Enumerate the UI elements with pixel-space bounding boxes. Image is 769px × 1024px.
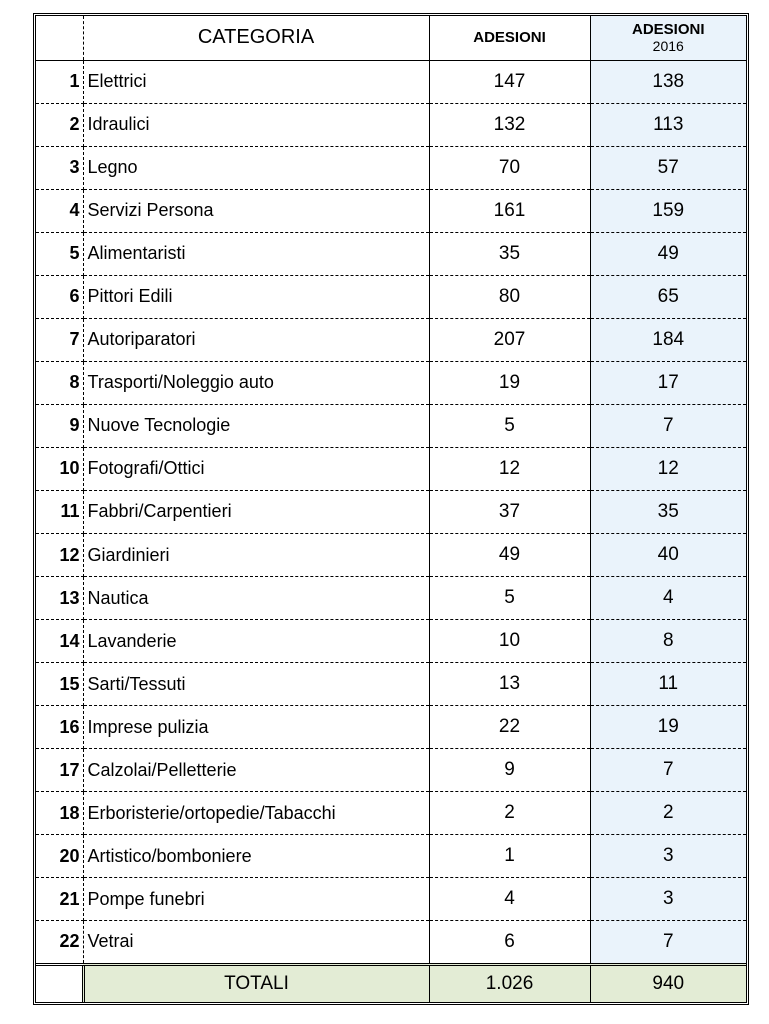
row-categoria: Servizi Persona xyxy=(83,189,429,232)
row-adesioni-2016: 159 xyxy=(590,189,746,232)
table-row xyxy=(36,921,746,964)
row-adesioni-2016: 17 xyxy=(590,361,746,404)
row-number: 2 xyxy=(36,103,83,146)
row-adesioni: 10 xyxy=(429,620,590,663)
table-row xyxy=(36,447,746,490)
row-categoria: Sarti/Tessuti xyxy=(83,663,429,706)
table-row xyxy=(36,577,746,620)
table-row xyxy=(36,749,746,792)
table-row xyxy=(36,60,746,103)
row-adesioni: 35 xyxy=(429,232,590,275)
row-categoria: Idraulici xyxy=(83,103,429,146)
row-categoria: Alimentaristi xyxy=(83,232,429,275)
row-categoria: Pompe funebri xyxy=(83,878,429,921)
row-categoria: Fabbri/Carpentieri xyxy=(83,490,429,533)
table-row xyxy=(36,835,746,878)
row-adesioni: 80 xyxy=(429,275,590,318)
table-row xyxy=(36,318,746,361)
row-number: 16 xyxy=(36,706,83,749)
totals-adesioni: 1.026 xyxy=(429,964,590,1002)
row-adesioni: 1 xyxy=(429,835,590,878)
row-number: 9 xyxy=(36,404,83,447)
row-adesioni-2016: 7 xyxy=(590,921,746,964)
row-categoria: Nautica xyxy=(83,577,429,620)
row-categoria: Imprese pulizia xyxy=(83,706,429,749)
row-adesioni-2016: 7 xyxy=(590,749,746,792)
row-adesioni: 161 xyxy=(429,189,590,232)
row-categoria: Pittori Edili xyxy=(83,275,429,318)
row-categoria: Vetrai xyxy=(83,921,429,964)
row-adesioni: 19 xyxy=(429,361,590,404)
row-adesioni: 207 xyxy=(429,318,590,361)
row-categoria: Artistico/bomboniere xyxy=(83,835,429,878)
row-adesioni: 37 xyxy=(429,490,590,533)
table-header-row xyxy=(36,16,746,60)
table-row xyxy=(36,878,746,921)
row-adesioni: 5 xyxy=(429,577,590,620)
row-adesioni-2016: 138 xyxy=(590,60,746,103)
row-categoria: Autoriparatori xyxy=(83,318,429,361)
row-number: 1 xyxy=(36,60,83,103)
totals-row xyxy=(36,964,746,1002)
row-categoria: Trasporti/Noleggio auto xyxy=(83,361,429,404)
row-number: 8 xyxy=(36,361,83,404)
row-adesioni-2016: 57 xyxy=(590,146,746,189)
totals-label: TOTALI xyxy=(83,964,429,1002)
row-adesioni-2016: 40 xyxy=(590,534,746,577)
row-number: 17 xyxy=(36,749,83,792)
row-adesioni: 9 xyxy=(429,749,590,792)
row-number: 21 xyxy=(36,878,83,921)
row-adesioni: 49 xyxy=(429,534,590,577)
table-row xyxy=(36,146,746,189)
row-number: 18 xyxy=(36,792,83,835)
header-adesioni-2016-label: ADESIONI xyxy=(631,20,705,38)
table-row xyxy=(36,792,746,835)
row-number: 10 xyxy=(36,447,83,490)
row-adesioni-2016: 19 xyxy=(590,706,746,749)
row-number: 22 xyxy=(36,921,83,964)
row-adesioni: 2 xyxy=(429,792,590,835)
row-categoria: Nuove Tecnologie xyxy=(83,404,429,447)
table-row xyxy=(36,232,746,275)
row-adesioni-2016: 11 xyxy=(590,663,746,706)
header-adesioni-2016-year: 2016 xyxy=(652,37,684,54)
row-number: 14 xyxy=(36,620,83,663)
row-number: 20 xyxy=(36,835,83,878)
header-categoria: CATEGORIA xyxy=(83,16,429,60)
table-row xyxy=(36,275,746,318)
row-number: 5 xyxy=(36,232,83,275)
row-number: 6 xyxy=(36,275,83,318)
row-adesioni: 132 xyxy=(429,103,590,146)
table-row xyxy=(36,706,746,749)
row-number: 7 xyxy=(36,318,83,361)
row-adesioni-2016: 49 xyxy=(590,232,746,275)
row-adesioni: 4 xyxy=(429,878,590,921)
header-number xyxy=(36,16,83,60)
row-adesioni: 6 xyxy=(429,921,590,964)
row-adesioni-2016: 113 xyxy=(590,103,746,146)
row-number: 4 xyxy=(36,189,83,232)
row-adesioni-2016: 4 xyxy=(590,577,746,620)
row-adesioni-2016: 35 xyxy=(590,490,746,533)
row-adesioni-2016: 65 xyxy=(590,275,746,318)
row-number: 3 xyxy=(36,146,83,189)
table-row xyxy=(36,404,746,447)
adesioni-table-sheet xyxy=(33,13,749,1005)
row-adesioni: 70 xyxy=(429,146,590,189)
row-adesioni: 12 xyxy=(429,447,590,490)
row-categoria: Lavanderie xyxy=(83,620,429,663)
row-categoria: Calzolai/Pelletterie xyxy=(83,749,429,792)
table-row xyxy=(36,620,746,663)
adesioni-table xyxy=(36,16,746,1002)
row-number: 11 xyxy=(36,490,83,533)
header-adesioni-2016 xyxy=(590,16,746,60)
row-adesioni: 22 xyxy=(429,706,590,749)
totals-blank-cell xyxy=(36,964,83,1002)
row-adesioni: 5 xyxy=(429,404,590,447)
row-adesioni-2016: 8 xyxy=(590,620,746,663)
row-adesioni-2016: 184 xyxy=(590,318,746,361)
totals-adesioni-2016: 940 xyxy=(590,964,746,1002)
table-row xyxy=(36,103,746,146)
table-row xyxy=(36,534,746,577)
row-adesioni-2016: 7 xyxy=(590,404,746,447)
row-adesioni-2016: 3 xyxy=(590,835,746,878)
row-number: 15 xyxy=(36,663,83,706)
row-categoria: Giardinieri xyxy=(83,534,429,577)
row-number: 13 xyxy=(36,577,83,620)
row-categoria: Legno xyxy=(83,146,429,189)
table-row xyxy=(36,361,746,404)
table-row xyxy=(36,490,746,533)
row-adesioni-2016: 12 xyxy=(590,447,746,490)
table-row xyxy=(36,663,746,706)
row-categoria: Fotografi/Ottici xyxy=(83,447,429,490)
table-body xyxy=(36,60,746,964)
row-adesioni: 13 xyxy=(429,663,590,706)
row-categoria: Erboristerie/ortopedie/Tabacchi xyxy=(83,792,429,835)
row-adesioni: 147 xyxy=(429,60,590,103)
row-adesioni-2016: 3 xyxy=(590,878,746,921)
header-adesioni: ADESIONI xyxy=(429,16,590,60)
row-number: 12 xyxy=(36,534,83,577)
row-categoria: Elettrici xyxy=(83,60,429,103)
row-adesioni-2016: 2 xyxy=(590,792,746,835)
table-row xyxy=(36,189,746,232)
